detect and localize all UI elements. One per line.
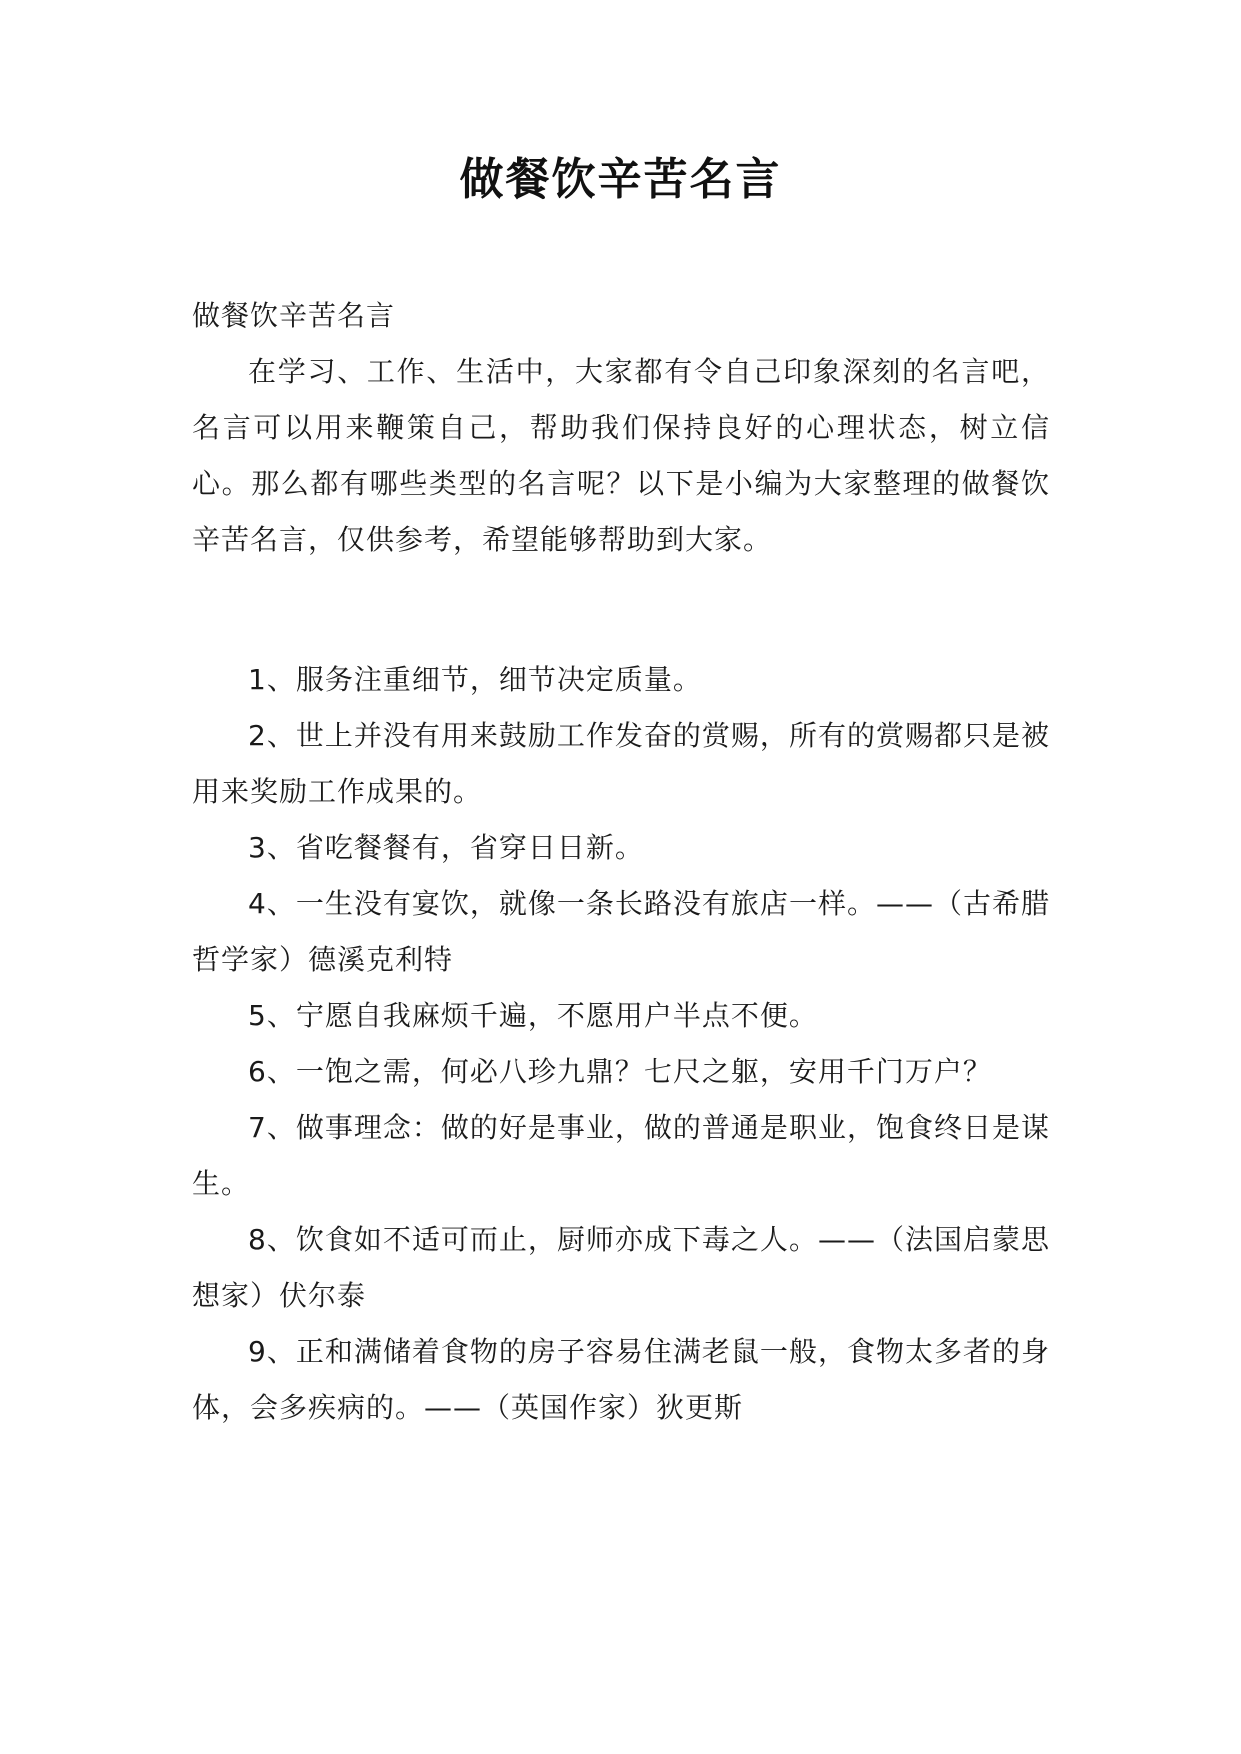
paragraph-spacer	[192, 568, 1050, 652]
intro-paragraph: 在学习、工作、生活中，大家都有令自己印象深刻的名言吧，名言可以用来鞭策自己，帮助我们保持良好的心理状态，树立信心。那么都有哪些类型的名言呢？以下是小编为大家整理的做餐饮辛苦名言，仅供参考，希望能够帮助到大家。	[192, 355, 1050, 556]
document-title: 做餐饮辛苦名言	[459, 154, 782, 205]
document-body	[192, 288, 1050, 1436]
quote-item: 3、省吃餐餐有，省穿日日新。	[248, 831, 644, 864]
quote-item: 2、世上并没有用来鼓励工作发奋的赏赐，所有的赏赐都只是被用来奖励工作成果的。	[192, 719, 1050, 808]
quote-item: 5、宁愿自我麻烦千遍，不愿用户半点不便。	[248, 999, 818, 1032]
quote-item: 4、一生没有宴饮，就像一条长路没有旅店一样。——（古希腊哲学家）德溪克利特	[192, 887, 1050, 976]
quote-item: 6、一饱之需，何必八珍九鼎？七尺之躯，安用千门万户？	[248, 1055, 992, 1088]
quote-item: 1、服务注重细节，细节决定质量。	[248, 663, 702, 696]
quote-item: 7、做事理念：做的好是事业，做的普通是职业，饱食终日是谋生。	[192, 1111, 1050, 1200]
quote-item: 9、正和满储着食物的房子容易住满老鼠一般，食物太多者的身体，会多疾病的。——（英国作家）狄更斯	[192, 1335, 1050, 1424]
section-heading: 做餐饮辛苦名言	[192, 299, 396, 332]
quote-item: 8、饮食如不适可而止，厨师亦成下毒之人。——（法国启蒙思想家）伏尔泰	[192, 1223, 1050, 1312]
